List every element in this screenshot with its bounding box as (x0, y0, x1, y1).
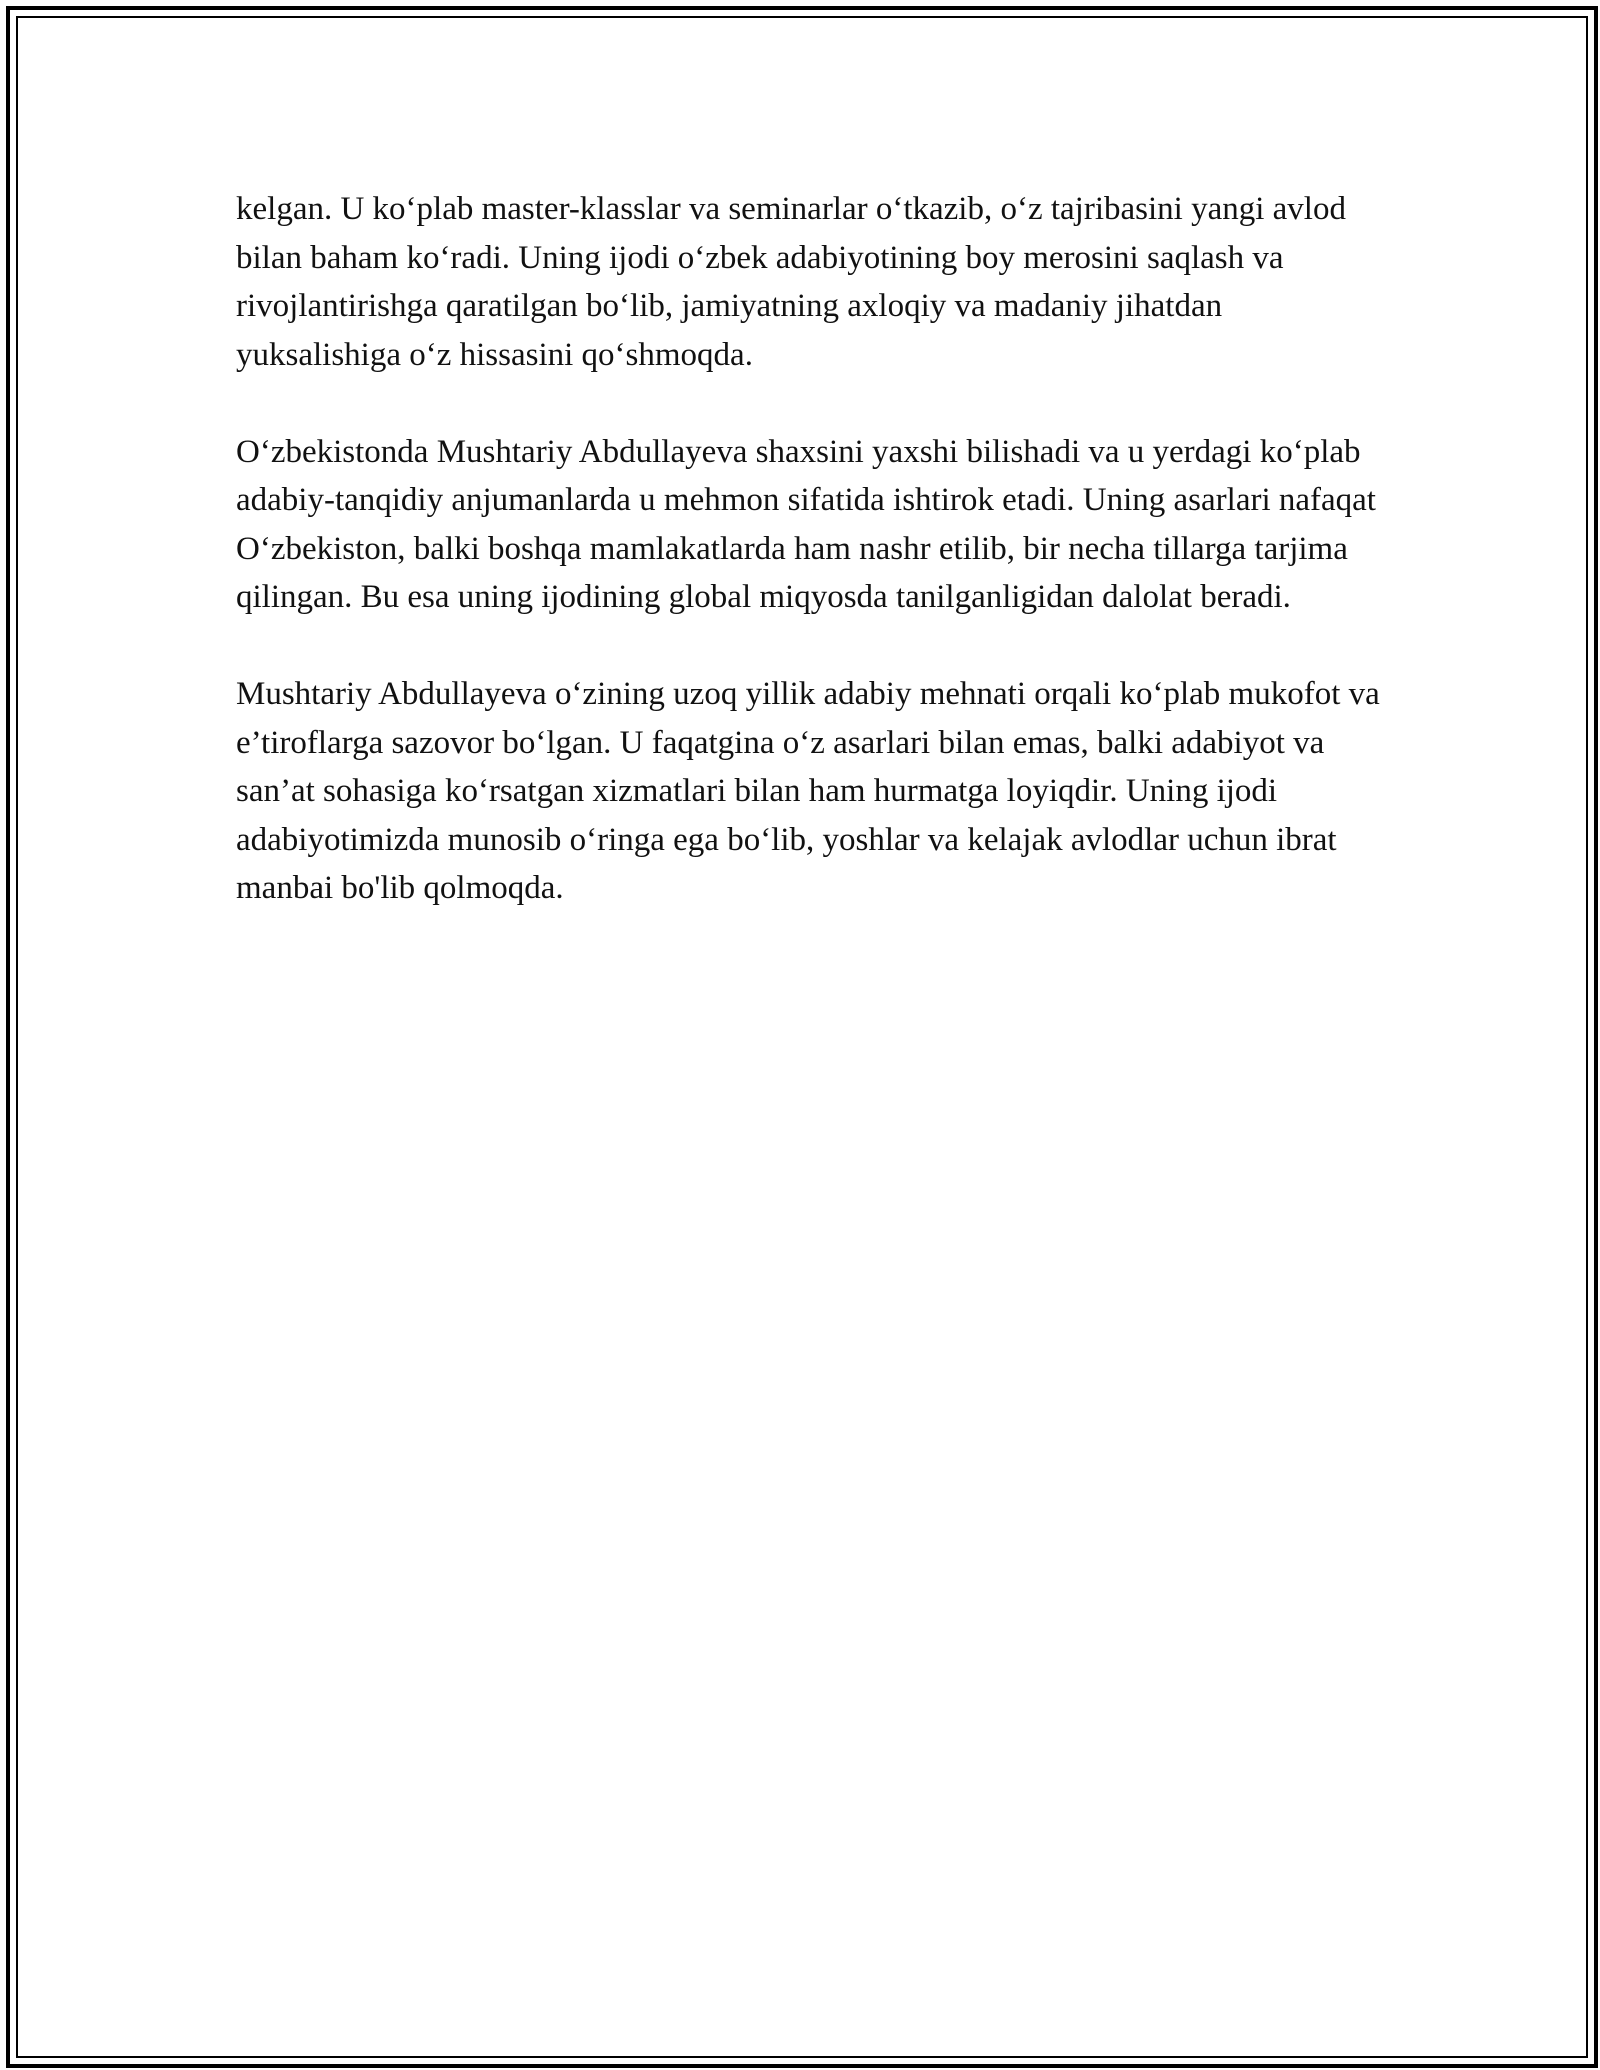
paragraph-2: O‘zbekistonda Mushtariy Abdullayeva shaxsini yaxshi bilishadi va u yerdagi ko‘plab adabiy-tanqidiy anjumanlarda u mehmon sifatida ishtirok etadi. Uning asarlari nafaqat O‘zbekiston, balki boshqa mamlakatlarda ham nashr etilib, bir necha tillarga tarjima qilingan. Bu esa uning ijodining global miqyosda tanilganligidan dalolat beradi. (236, 433, 1376, 615)
document-body (236, 185, 1386, 913)
paragraph-1: kelgan. U ko‘plab master-klasslar va seminarlar o‘tkazib, o‘z tajribasini yangi avlod bilan baham ko‘radi. Uning ijodi o‘zbek adabiyotining boy merosini saqlash va rivojlantirishga qaratilgan bo‘lib, jamiyatning axloqiy va madaniy jihatdan yuksalishiga o‘z hissasini qo‘shmoqda. (236, 191, 1346, 373)
paragraph-3: Mushtariy Abdullayeva o‘zining uzoq yillik adabiy mehnati orqali ko‘plab mukofot va e’tiroflarga sazovor bo‘lgan. U faqatgina o‘z asarlari bilan emas, balki adabiyot va san’at sohasiga ko‘rsatgan xizmatlari bilan ham hurmatga loyiqdir. Uning ijodi adabiyotimizda munosib o‘ringa ega bo‘lib, yoshlar va kelajak avlodlar uchun ibrat manbai bo'lib qolmoqda. (236, 676, 1380, 906)
